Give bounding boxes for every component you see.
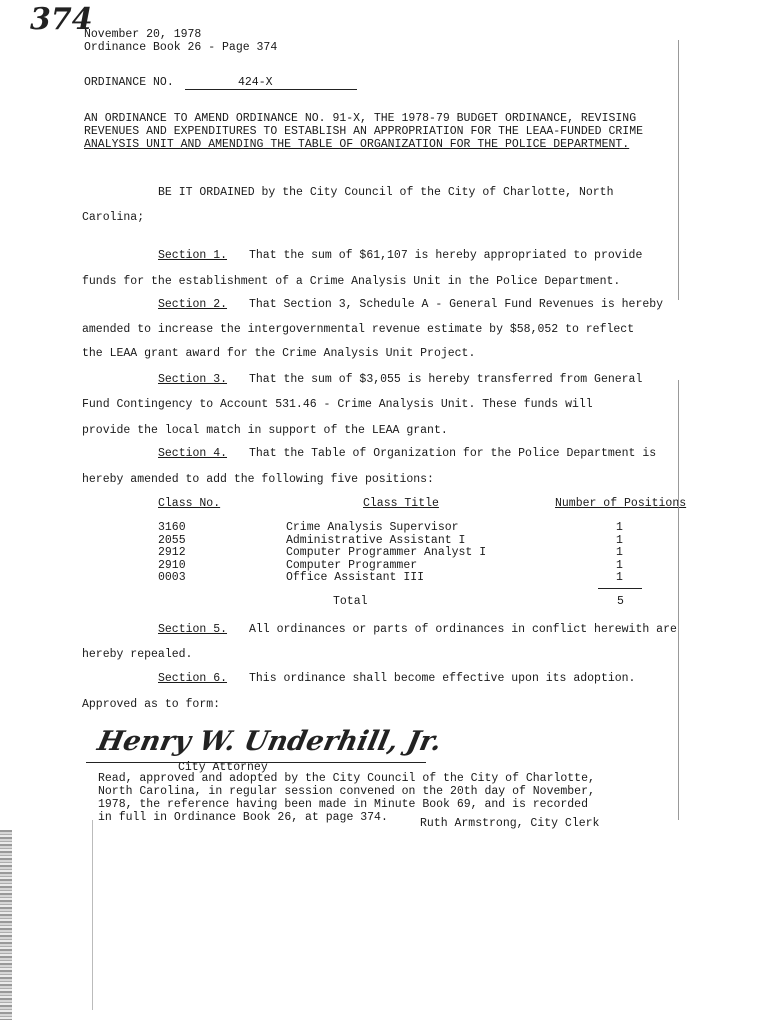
ordinance-number-underline (185, 89, 357, 90)
attorney-signature: Henry W. Underhill, Jr. (94, 726, 445, 757)
preamble-line-1: BE IT ORDAINED by the City Council of the City of Charlotte, North (158, 186, 614, 199)
section-4-line-2: hereby amended to add the following five positions: (82, 473, 434, 486)
section-1-label: Section 1. (158, 249, 228, 262)
positions-table (158, 522, 623, 585)
section-2-line-1: That Section 3, Schedule A - General Fund Revenues is hereby (249, 298, 664, 311)
section-2-line-3: the LEAA grant award for the Crime Analysis Unit Project. (82, 347, 476, 360)
certification-line-2: North Carolina, in regular session convened on the 20th day of November, (98, 785, 595, 798)
number-cell: 1 (616, 546, 623, 559)
handwritten-page-number: 374 (30, 2, 93, 37)
number-cell: 1 (616, 521, 623, 534)
meeting-date: November 20, 1978 (84, 28, 202, 41)
class-title-cell: Computer Programmer Analyst I (286, 546, 487, 559)
section-3-line-3: provide the local match in support of the LEAA grant. (82, 424, 448, 437)
class-no-cell: 2055 (158, 533, 186, 547)
title-line-2: REVENUES AND EXPENDITURES TO ESTABLISH AN APPROPRIATION FOR THE LEAA-FUNDED CRIME (84, 125, 643, 138)
section-2-line-2: amended to increase the intergovernmental revenue estimate by $58,052 to reflect (82, 323, 635, 336)
class-no-cell: 3160 (158, 521, 186, 534)
table-row (158, 572, 623, 585)
ordinance-number: 424-X (238, 76, 273, 89)
table-row (158, 547, 623, 560)
approved-as-to-form: Approved as to form: (82, 698, 221, 711)
certification-line-3: 1978, the reference having been made in Minute Book 69, and is recorded (98, 798, 588, 811)
section-5-label: Section 5. (158, 623, 228, 636)
header-number-of-positions: Number of Positions (555, 497, 687, 510)
title-line-3: ANALYSIS UNIT AND AMENDING THE TABLE OF ORGANIZATION FOR THE POLICE DEPARTMENT. (84, 138, 630, 151)
section-5-line-1: All ordinances or parts of ordinances in conflict herewith are (249, 623, 677, 636)
signer-title: City Attorney (178, 761, 268, 774)
number-cell: 1 (616, 558, 623, 572)
class-title-cell: Computer Programmer (286, 558, 418, 572)
total-value: 5 (617, 595, 624, 608)
certification-line-1: Read, approved and adopted by the City Council of the City of Charlotte, (98, 772, 595, 785)
section-3-line-1: That the sum of $3,055 is hereby transferred from General (249, 373, 643, 386)
ordinance-label: ORDINANCE NO. (84, 76, 174, 89)
class-no-cell: 0003 (158, 571, 186, 584)
section-1-line-2: funds for the establishment of a Crime Analysis Unit in the Police Department. (82, 275, 621, 288)
section-5-line-2: hereby repealed. (82, 648, 193, 661)
scan-margin-line (678, 380, 679, 820)
class-title-cell: Office Assistant III (286, 571, 425, 584)
total-label: Total (333, 595, 368, 608)
scan-margin-line (678, 40, 679, 300)
class-no-cell: 2910 (158, 558, 186, 572)
section-6-label: Section 6. (158, 672, 228, 685)
number-cell: 1 (616, 533, 623, 547)
section-4-line-1: That the Table of Organization for the Police Department is (249, 447, 657, 460)
section-3-label: Section 3. (158, 373, 228, 386)
scan-margin-line (92, 820, 93, 1010)
city-clerk: Ruth Armstrong, City Clerk (420, 817, 600, 830)
scan-edge-artifact (0, 830, 12, 1020)
title-line-1: AN ORDINANCE TO AMEND ORDINANCE NO. 91-X, THE 1978-79 BUDGET ORDINANCE, REVISING (84, 112, 637, 125)
class-no-cell: 2912 (158, 546, 186, 559)
preamble-line-2: Carolina; (82, 211, 145, 224)
class-title-cell: Administrative Assistant I (286, 533, 466, 547)
certification-line-4: in full in Ordinance Book 26, at page 374. (98, 811, 388, 824)
section-2-label: Section 2. (158, 298, 228, 311)
section-4-label: Section 4. (158, 447, 228, 460)
section-6-line-1: This ordinance shall become effective upon its adoption. (249, 672, 636, 685)
book-page-reference: Ordinance Book 26 - Page 374 (84, 41, 278, 54)
header-class-no: Class No. (158, 497, 221, 510)
header-class-title: Class Title (363, 497, 439, 510)
total-rule (598, 588, 642, 589)
section-3-line-2: Fund Contingency to Account 531.46 - Crime Analysis Unit. These funds will (82, 398, 593, 411)
section-1-line-1: That the sum of $61,107 is hereby appropriated to provide (249, 249, 643, 262)
table-row (158, 522, 623, 535)
number-cell: 1 (616, 571, 623, 584)
class-title-cell: Crime Analysis Supervisor (286, 521, 459, 534)
